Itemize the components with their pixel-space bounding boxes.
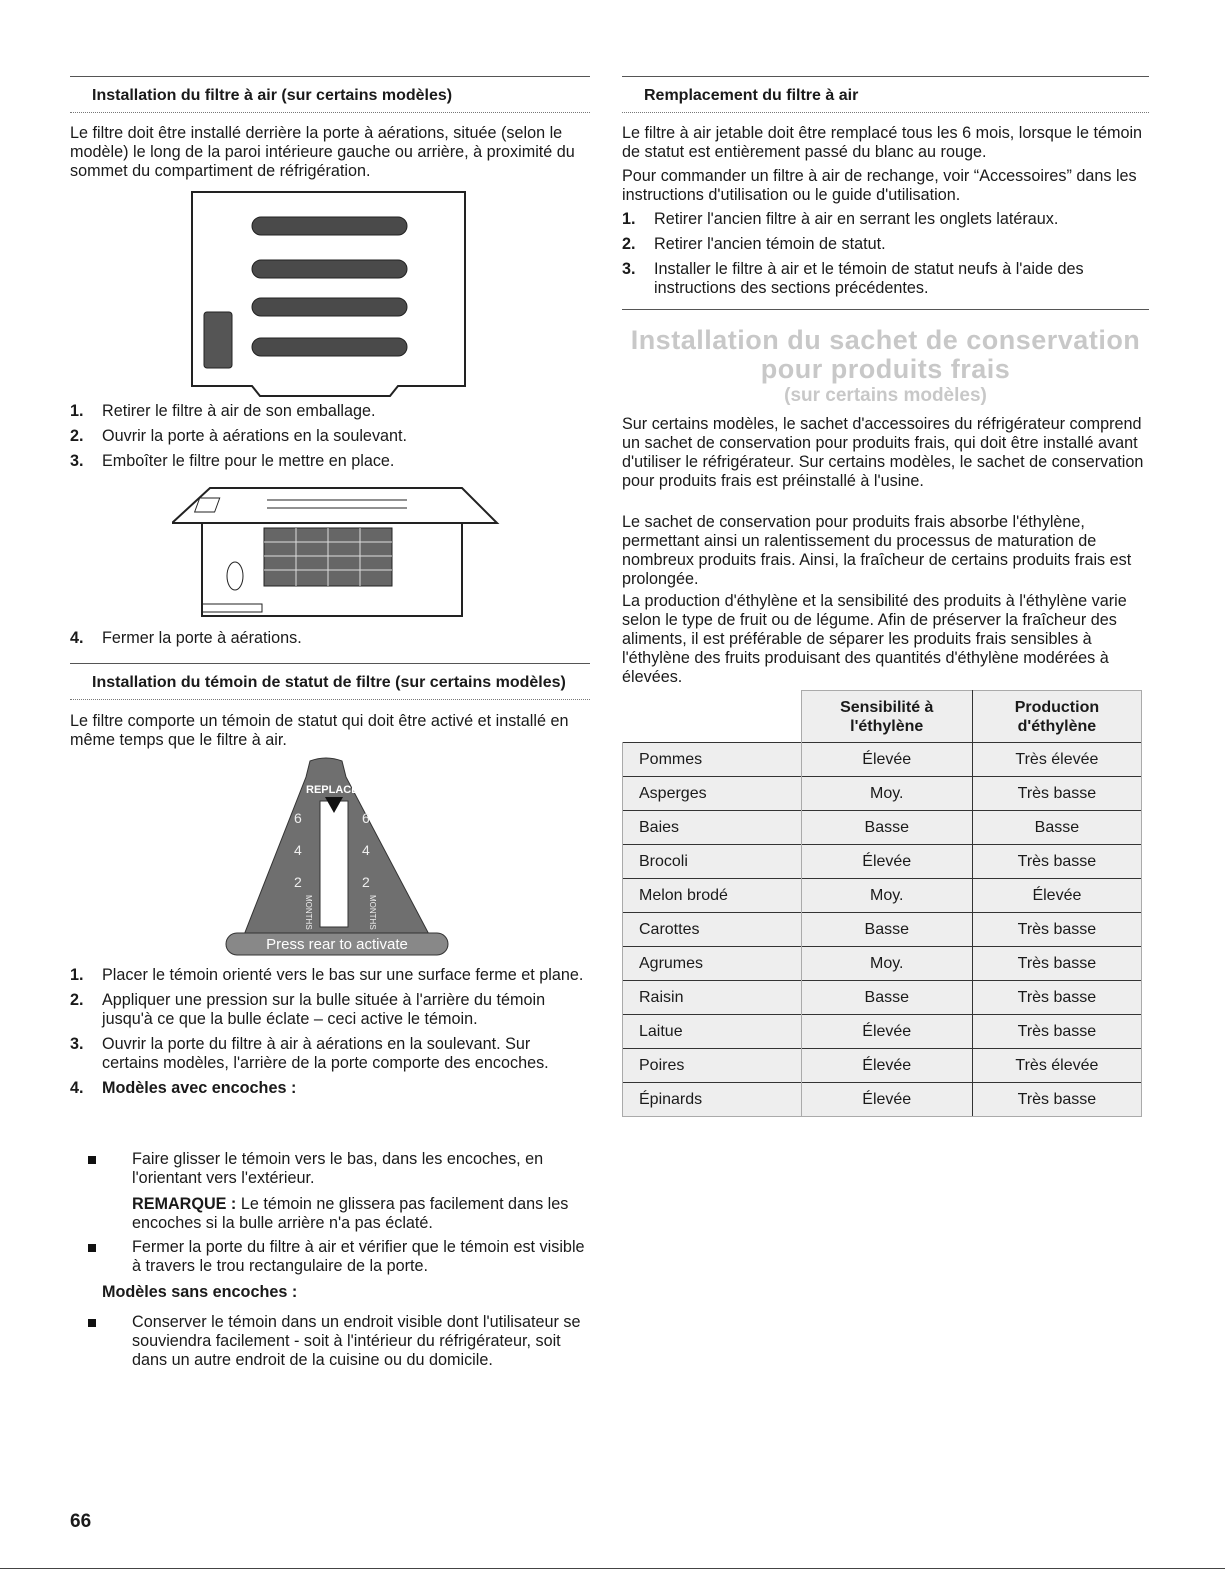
header-line: Sensibilité à xyxy=(840,698,934,716)
cell-sensitivity: Basse xyxy=(801,811,972,845)
table-header-empty xyxy=(623,691,802,743)
step-number: 2. xyxy=(70,991,84,1009)
cell-product: Baies xyxy=(623,811,802,845)
cell-production: Très basse xyxy=(972,777,1141,811)
months-number-2-right: 2 xyxy=(362,874,370,890)
cell-product: Asperges xyxy=(623,777,802,811)
cell-production: Très élevée xyxy=(972,743,1141,777)
cell-sensitivity: Moy. xyxy=(801,777,972,811)
produce-pack-title-line2: pour produits frais xyxy=(760,354,1011,384)
list-item xyxy=(70,452,590,471)
vent-door-illustration xyxy=(190,190,472,398)
cell-product: Poires xyxy=(623,1049,802,1083)
ethylene-table-body xyxy=(623,743,1142,1117)
bullet-text: Faire glisser le témoin vers le bas, dans les encoches, en l'orientant vers l'extérieur. xyxy=(132,1150,544,1187)
cell-production: Très basse xyxy=(972,1015,1141,1049)
cell-production: Très basse xyxy=(972,947,1141,981)
table-header-sensitivity xyxy=(801,691,972,743)
produce-pack-subtitle: (sur certains modèles) xyxy=(784,385,987,406)
cell-product: Raisin xyxy=(623,981,802,1015)
header-line: Production xyxy=(1014,698,1100,716)
step-number: 4. xyxy=(70,1079,84,1097)
cell-sensitivity: Basse xyxy=(801,913,972,947)
step-number: 3. xyxy=(70,1035,84,1053)
table-row xyxy=(623,947,1142,981)
list-item xyxy=(70,427,590,446)
air-filter-intro: Le filtre doit être installé derrière la porte à aérations, située (selon le modèle) le long de la paroi intérieure gauche ou arrière, à proximité du sommet du compartiment de réfrigération. xyxy=(70,124,575,180)
table-row xyxy=(623,845,1142,879)
cell-product: Laitue xyxy=(623,1015,802,1049)
step-text: Retirer l'ancien témoin de statut. xyxy=(654,235,886,253)
cell-sensitivity: Élevée xyxy=(801,1049,972,1083)
list-item xyxy=(70,402,590,421)
table-row xyxy=(623,1083,1142,1117)
cell-sensitivity: Moy. xyxy=(801,879,972,913)
table-row xyxy=(623,879,1142,913)
replace-label: REPLACE xyxy=(306,784,359,796)
months-label-left: MONTHS xyxy=(304,895,313,930)
produce-pack-p1: Sur certains modèles, le sachet d'accessoires du réfrigérateur comprend un sachet de conservation pour produits frais, qui doit être installé avant d'utiliser le réfrigérateur. Sur certains modèles, le sachet de conservation pour produits frais est préinstallé à l'usine. xyxy=(622,415,1144,490)
step-number: 3. xyxy=(622,260,636,278)
step-number: 4. xyxy=(70,629,84,647)
step-text: Appliquer une pression sur la bulle située à l'arrière du témoin jusqu'à ce que la bulle éclate – ceci active le témoin. xyxy=(102,991,546,1028)
step-number: 2. xyxy=(70,427,84,445)
table-row xyxy=(623,811,1142,845)
cell-sensitivity: Élevée xyxy=(801,1015,972,1049)
list-item xyxy=(622,235,1149,254)
months-number-4-right: 4 xyxy=(362,842,370,858)
table-row xyxy=(623,981,1142,1015)
cell-production: Très basse xyxy=(972,845,1141,879)
air-filter-step-4 xyxy=(70,629,590,654)
cell-product: Brocoli xyxy=(623,845,802,879)
header-line: l'éthylène xyxy=(850,717,924,735)
cell-sensitivity: Élevée xyxy=(801,845,972,879)
cell-product: Carottes xyxy=(623,913,802,947)
cell-production: Élevée xyxy=(972,879,1141,913)
section-heading-status-indicator: Installation du témoin de statut de filtre (sur certains modèles) xyxy=(70,663,590,700)
cell-production: Basse xyxy=(972,811,1141,845)
remark-label: REMARQUE : xyxy=(132,1195,237,1213)
replace-filter-p1: Le filtre à air jetable doit être remplacé tous les 6 mois, lorsque le témoin de statut est entièrement passé du blanc au rouge. xyxy=(622,124,1143,161)
cell-product: Agrumes xyxy=(623,947,802,981)
step-text: Retirer l'ancien filtre à air en serrant les onglets latéraux. xyxy=(654,210,1059,228)
table-header-row xyxy=(623,691,1142,743)
remark-text: Le témoin ne glissera pas facilement dans les encoches si la bulle arrière n'a pas éclaté. xyxy=(132,1195,569,1232)
replace-filter-p2: Pour commander un filtre à air de rechange, voir “Accessoires” dans les instructions d'utilisation ou le guide d'utilisation. xyxy=(622,167,1137,204)
list-item xyxy=(70,966,590,985)
cell-sensitivity: Basse xyxy=(801,981,972,1015)
bullet-item xyxy=(70,1313,590,1370)
cell-sensitivity: Moy. xyxy=(801,947,972,981)
list-item xyxy=(622,210,1149,229)
cell-production: Très élevée xyxy=(972,1049,1141,1083)
no-notch-heading: Modèles sans encoches : xyxy=(102,1283,298,1301)
table-row xyxy=(623,1049,1142,1083)
produce-pack-title-line1: Installation du sachet de conservation xyxy=(630,325,1141,355)
bullet-item xyxy=(70,1150,590,1188)
step-text: Fermer la porte à aérations. xyxy=(102,629,302,647)
step-text: Installer le filtre à air et le témoin de statut neufs à l'aide des instructions des sections précédentes. xyxy=(654,260,1084,297)
months-label-right: MONTHS xyxy=(368,895,377,930)
bullet-marker xyxy=(88,1244,96,1252)
cell-production: Très basse xyxy=(972,913,1141,947)
step-text: Emboîter le filtre pour le mettre en place. xyxy=(102,452,395,470)
months-number-4: 4 xyxy=(294,842,302,858)
produce-pack-p3: La production d'éthylène et la sensibilité des produits à l'éthylène varie selon le type de fruit ou de légume. Afin de préserver la fraîcheur des aliments, il est préférable de séparer les produits frais sensibles à l'éthylène des fruits produisant des quantités d'éthylène modérées à élevées. xyxy=(622,592,1127,686)
bullet-text: Conserver le témoin dans un endroit visible dont l'utilisateur se souviendra facilement - soit à l'intérieur du réfrigérateur, soit dans un autre endroit de la cuisine ou du domicile. xyxy=(132,1313,581,1369)
cell-sensitivity: Élevée xyxy=(801,743,972,777)
section-heading-air-filter-install: Installation du filtre à air (sur certains modèles) xyxy=(70,76,590,113)
produce-pack-p2: Le sachet de conservation pour produits frais absorbe l'éthylène, permettant ainsi un ralentissement du processus de maturation de nombreux produits frais. Ainsi, la fraîcheur de certains produits frais est prolongée. xyxy=(622,513,1132,588)
status-indicator-steps xyxy=(70,966,590,1104)
table-row xyxy=(623,777,1142,811)
cell-product: Melon brodé xyxy=(623,879,802,913)
step-text: Ouvrir la porte du filtre à air à aérations en la soulevant. Sur certains modèles, l'arrière de la porte comporte des encoches. xyxy=(102,1035,549,1072)
months-number-6-right: 6 xyxy=(362,810,370,826)
section-divider xyxy=(622,309,1149,310)
cell-product: Épinards xyxy=(623,1083,802,1117)
list-item xyxy=(622,260,1149,298)
list-item xyxy=(70,1035,590,1073)
list-item xyxy=(70,629,590,648)
bullet-text: Fermer la porte du filtre à air et vérifier que le témoin est visible à travers le trou rectangulaire de la porte. xyxy=(132,1238,585,1275)
remark xyxy=(70,1195,590,1233)
table-row xyxy=(623,743,1142,777)
bullet-marker xyxy=(88,1319,96,1327)
step-number: 1. xyxy=(70,402,84,420)
step-number: 2. xyxy=(622,235,636,253)
filter-install-illustration xyxy=(172,478,502,624)
cell-production: Très basse xyxy=(972,981,1141,1015)
step-number: 1. xyxy=(622,210,636,228)
list-item xyxy=(70,991,590,1029)
step-text: Placer le témoin orienté vers le bas sur une surface ferme et plane. xyxy=(102,966,584,984)
table-row xyxy=(623,1015,1142,1049)
step-text: Retirer le filtre à air de son emballage. xyxy=(102,402,376,420)
cell-production: Très basse xyxy=(972,1083,1141,1117)
bullet-item xyxy=(70,1238,590,1276)
cell-product: Pommes xyxy=(623,743,802,777)
bullet-marker xyxy=(88,1156,96,1164)
section-heading-replace-filter: Remplacement du filtre à air xyxy=(622,76,1149,113)
ethylene-table xyxy=(622,690,1142,1117)
page-number: 66 xyxy=(70,1511,92,1532)
cell-sensitivity: Élevée xyxy=(801,1083,972,1117)
press-rear-label: Press rear to activate xyxy=(266,936,408,953)
replace-filter-steps xyxy=(622,210,1149,304)
table-header-production xyxy=(972,691,1141,743)
header-line: d'éthylène xyxy=(1017,717,1097,735)
page-bottom-rule xyxy=(0,1568,1225,1569)
step-text: Ouvrir la porte à aérations en la soulevant. xyxy=(102,427,408,445)
status-indicator-intro: Le filtre comporte un témoin de statut qui doit être activé et installé en même temps que le filtre à air. xyxy=(70,712,569,749)
status-indicator-illustration xyxy=(222,755,454,961)
step-number: 1. xyxy=(70,966,84,984)
step-number: 3. xyxy=(70,452,84,470)
list-item xyxy=(70,1079,590,1098)
table-row xyxy=(623,913,1142,947)
step-text: Modèles avec encoches : xyxy=(102,1079,297,1097)
months-number-2: 2 xyxy=(294,874,302,890)
months-number-6: 6 xyxy=(294,810,302,826)
air-filter-steps xyxy=(70,402,590,477)
